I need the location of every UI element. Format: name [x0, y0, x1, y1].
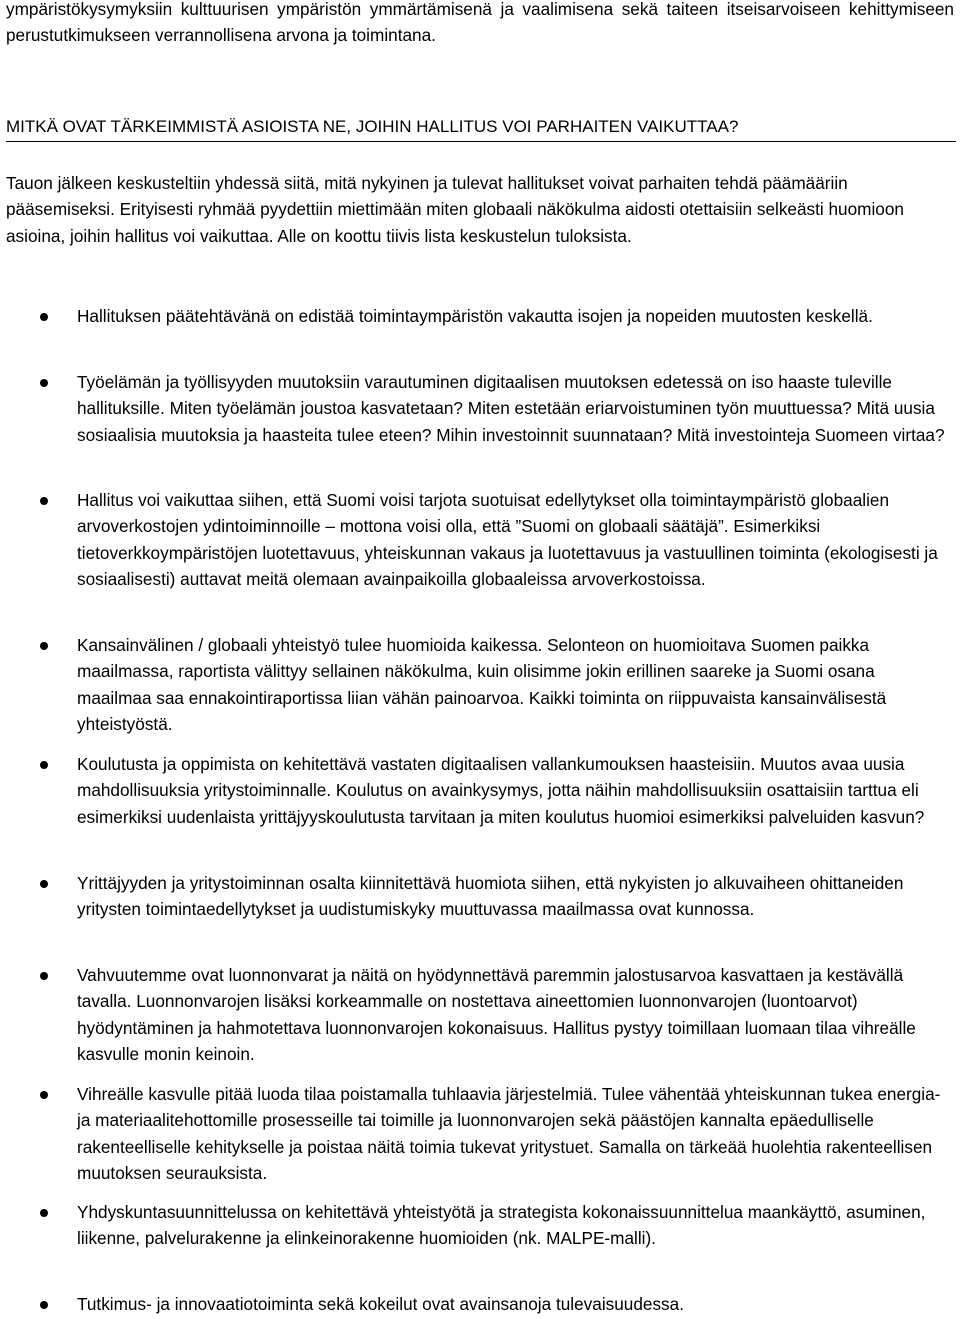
list-item-text: Hallituksen päätehtävänä on edistää toimintaympäristön vakautta isojen ja nopeiden muutosten keskellä. — [77, 306, 873, 326]
intro-paragraph: ympäristökysymyksiin kulttuurisen ympäristön ymmärtämisenä ja vaalimisena sekä taiteen itseisarvoiseen kehittymiseen perustutkimukseen verrannollisena arvona ja toimintana. — [6, 0, 954, 45]
bullet-icon — [40, 1209, 48, 1217]
list-item-text: Koulutusta ja oppimista on kehitettävä vastaten digitaalisen vallankumouksen haasteisiin. Muutos avaa uusia mahdollisuuksia yritystoiminnalle. Koulutus on avainkysymys, jotta näihin mahdollisuuksiin osattaisiin tarttua eli esimerkiksi uudenlaista yrittäjyyskoulutusta tarvitaan ja miten koulutus huomioi esimerkiksi palveluiden kasvun? — [77, 754, 925, 827]
section-heading: MITKÄ OVAT TÄRKEIMMISTÄ ASIOISTA NE, JOIHIN HALLITUS VOI PARHAITEN VAIKUTTAA? — [6, 114, 956, 142]
list-item-text: Vahvuutemme ovat luonnonvarat ja näitä on hyödynnettävä paremmin jalostusarvoa kasvattaen ja kestävällä tavalla. Luonnonvarojen lisäksi korkeammalle on nostettava aineettomien luonnonvarojen (luontoarvot) hyödyntäminen ja hahmotettava luonnonvarojen kokonaisuus. Hallitus pystyy toimillaan luomaan tilaa vihreälle kasvulle monin keinoin. — [77, 965, 916, 1065]
list-item-text: Yrittäjyyden ja yritystoiminnan osalta kiinnitettävä huomiota siihen, että nykyisten jo alkuvaiheen ohittaneiden yritysten toimintaedellytykset ja uudistumiskyky muuttuvassa maailmassa ovat kunnossa. — [77, 873, 904, 920]
list-item-text: Hallitus voi vaikuttaa siihen, että Suomi voisi tarjota suotuisat edellytykset olla toimintaympäristö globaalien arvoverkostojen ydintoiminnoille – mottona voisi olla, että ”Suomi on globaali säätäjä”. Esimerkiksi tietoverkkoympäristöjen luotettavuus, yhteiskunnan vakaus ja luotettavuus ja vastuullinen toiminta (ekologisesti ja sosiaalisesti) auttavat meitä olemaan avainpaikoilla globaaleissa arvoverkostoissa. — [77, 490, 938, 590]
bullet-icon — [40, 761, 48, 769]
list-item-text: Vihreälle kasvulle pitää luoda tilaa poistamalla tuhlaavia järjestelmiä. Tulee vähentää yhteiskunnan tukea energia- ja materiaalitehottomille prosesseille tai toimille ja luonnonvarojen sekä päästöjen kannalta epäedulliselle rakenteelliselle kehitykselle ja poistaa näitä toimia tukevat yritystuet. Samalla on tärkeää huolehtia rakenteellisen muutoksen seurauksista. — [77, 1084, 941, 1184]
list-item-text: Yhdyskuntasuunnittelussa on kehitettävä yhteistyötä ja strategista kokonaissuunnittelua maankäyttö, asuminen, liikenne, palvelurakenne ja elinkeinorakenne huomioiden (nk. MALPE-malli). — [77, 1202, 926, 1249]
bullet-icon — [40, 1301, 48, 1309]
list-item-text: Tutkimus- ja innovaatiotoiminta sekä kokeilut ovat avainsanoja tulevaisuudessa. — [77, 1294, 684, 1314]
bullet-icon — [40, 1091, 48, 1099]
bullet-icon — [40, 313, 48, 321]
list-item-text: Kansainvälinen / globaali yhteistyö tulee huomioida kaikessa. Selonteon on huomioitava Suomen paikka maailmassa, raportista välittyy sellainen näkökulma, kuin olisimme jokin erillinen saareke ja Suomi osana maailmaa saa ennakointiraportissa liian vähän painoarvoa. Kaikki toiminta on riippuvaista kansainvälisestä yhteistyöstä. — [77, 635, 887, 735]
bullet-icon — [40, 880, 48, 888]
bullet-icon — [40, 497, 48, 505]
bullet-icon — [40, 642, 48, 650]
bullet-icon — [40, 972, 48, 980]
list-item-text: Työelämän ja työllisyyden muutoksiin varautuminen digitaalisen muutoksen edetessä on iso haaste tuleville hallituksille. Miten työelämän joustoa kasvatetaan? Miten estetään eriarvoistuminen työn muuttuessa? Mitä uusia sosiaalisia muutoksia ja haasteita tulee eteen? Mihin investoinnit suunnataan? Mitä investointeja Suomeen virtaa? — [77, 372, 945, 445]
bullet-icon — [40, 379, 48, 387]
body-paragraph: Tauon jälkeen keskusteltiin yhdessä siitä, mitä nykyinen ja tulevat hallitukset voivat parhaiten tehdä päämääriin pääsemiseksi. Erityisesti ryhmää pyydettiin miettimään miten globaali näkökulma aidosti otettaisiin selkeästi huomioon asioina, joihin hallitus voi vaikuttaa. Alle on koottu tiivis lista keskustelun tuloksista. — [6, 173, 904, 246]
